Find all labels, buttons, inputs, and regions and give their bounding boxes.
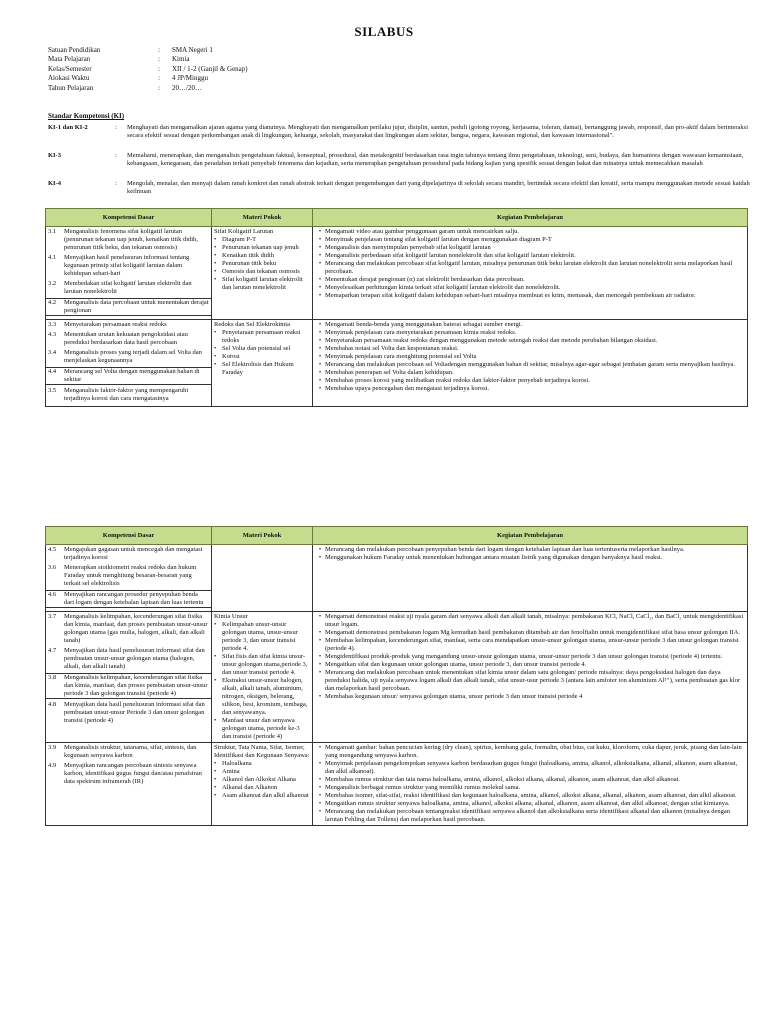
colon: :: [158, 55, 160, 64]
mp-item: [214, 244, 310, 252]
bullet-icon: •: [214, 276, 217, 283]
mp-text: Alkanal dan Alkanon: [222, 784, 278, 791]
materi-pokok-cell: [212, 743, 313, 826]
mp-text: Penurunan titik beku: [222, 260, 277, 267]
kp-text: Membahas rumus struktur dan tata nama haloalkana, amina, alkanol, alkoksi alkana, alkanal, alkanon, asam alkanoat, dan alkil alkanoat.: [325, 776, 681, 783]
kp-text: Mengamati demonstrasi reaksi uji nyala garam dari senyawa alkali dan alkali tanah, misalnya: pembakaran KCl, NaCl, CaCl₂, dan BaCl₂ untuk mengidentifikasi unsur logam.: [325, 613, 744, 628]
kd-number: 3.3: [48, 321, 57, 328]
ki-key: KI-1 dan KI-2: [48, 124, 88, 131]
kp-item: [315, 276, 745, 284]
mp-text: Asam alkanoat dan alkil alkanoat: [222, 792, 309, 799]
kd-text: Menyajikan data hasil penelusuran informasi sifat dan pembuatan unsur-unsur Periode 3 dan unsur golongan transisi (periode 4): [64, 701, 205, 724]
mp-item: [214, 717, 310, 741]
bullet-icon: •: [214, 717, 217, 724]
mp-item: [214, 677, 310, 717]
kegiatan-cell: [313, 545, 748, 612]
mp-item: [214, 361, 310, 377]
kd-text: Membedakan sifat koligatif larutan elektrolit dan larutan nonelektrolit: [64, 280, 192, 295]
mp-text: Penurunan tekanan uap jenuh: [222, 244, 299, 251]
header-kompetensi-dasar: Kompetensi Dasar: [46, 209, 212, 227]
header-materi-pokok: Materi Pokok: [212, 209, 313, 227]
mp-text: Sel Elektrolisis dan Hukum Faraday: [222, 361, 294, 376]
mp-item: [214, 260, 310, 268]
mp-text: Sifat fisis dan sifat kimia unsur-unsur golongan utama,periode 3, dan unsur transisi periode 4.: [222, 653, 308, 676]
standar-kompetensi-heading: Standar Kompetensi (KI): [48, 112, 125, 120]
kd-text: Menganalisis fenomena sifat koligatif larutan (penurunan tekanan uap jenuh, kenaikan titik didih, penurunan titik beku, dan tekanan osmosis): [64, 228, 198, 251]
kompetensi-dasar-cell: [46, 545, 212, 612]
bullet-icon: •: [214, 621, 217, 628]
kd-item: [46, 298, 211, 316]
identity-key: Tahun Pelajaran: [48, 83, 94, 92]
bullet-icon: •: [214, 653, 217, 660]
table-row: [46, 320, 748, 407]
ki-key: KI-4: [48, 180, 61, 187]
identity-value: Kimia: [172, 55, 190, 64]
kp-item: [315, 284, 745, 292]
bullet-icon: •: [214, 345, 217, 352]
kd-item: [48, 647, 209, 671]
kp-item: [315, 252, 745, 260]
kd-item: [46, 673, 211, 699]
bullet-icon: •: [214, 353, 217, 360]
kp-text: Menyimak penjelasan tentang sifat koligatif larutan dengan menggunakan diagram P-T: [325, 236, 552, 243]
mp-item: [214, 268, 310, 276]
bullet-icon: •: [318, 337, 322, 344]
kd-text: Mengajukan gagasan untuk mencegah dan mengatasi terjadinya korosi: [64, 546, 203, 561]
mp-item: [214, 329, 310, 345]
kd-number: 4.8: [48, 701, 57, 708]
kd-text: Menyetarakan persamaan reaksi redoks: [64, 321, 167, 328]
kp-item: [315, 228, 745, 236]
identity-key: Alokasi Waktu: [48, 74, 90, 83]
bullet-icon: •: [318, 776, 322, 783]
kp-item: [315, 345, 745, 353]
bullet-icon: •: [318, 292, 322, 299]
identity-key: Mata Pelajaran: [48, 55, 91, 64]
page-title: SILABUS: [354, 24, 414, 39]
bullet-icon: •: [318, 260, 322, 267]
bullet-icon: •: [318, 669, 322, 676]
mp-item: [214, 792, 310, 800]
kp-text: Mengamati benda-benda yang menggunakan baterai sebagai sumber energi.: [325, 321, 523, 328]
mp-item: [214, 653, 310, 677]
bullet-icon: •: [214, 677, 217, 684]
kd-item: [48, 701, 209, 725]
table-row: [46, 545, 748, 612]
colon: :: [158, 46, 160, 54]
kd-number: 4.1: [48, 254, 57, 261]
kp-text: Mengaitkan sifat dan kegunaan unsur golongan utama, unsur periode 3, dan unsur transisi periode 4.: [325, 661, 587, 668]
kp-text: Membahas isomer, sifat-sifat, reaksi identifikasi dan kegunaan haloalkana, amina, alkanol, alkoksi alkana, alkanal, alkanon, asam alkanoat, dan alkil alkanoat.: [325, 792, 737, 799]
kp-text: Membahas proses korosi yang melibatkan reaksi redoks dan faktor-faktor penyebab terjadinya korosi.: [325, 377, 590, 384]
kd-item: [48, 613, 209, 645]
kp-text: Menyelesaikan perhitungan kimia terkait sifat koligatif larutan elektrolit dan nonelektrolit.: [325, 284, 561, 291]
kd-number: 4.5: [48, 546, 57, 553]
kp-text: Merancang dan melakukan percobaan sifat koligatif larutan, misalnya penurunan titik beku larutan elektrolit dan larutan nonelektrolit serta melaporkan hasil percobaan.: [325, 260, 733, 275]
kp-text: Merancang dan melakukan percobaan untuk menentukan sifat kimia unsur dalam satu golongan/ periode misalnya: daya pengoksidasi halogen dan daya pereduksi halida, uji nyala senyawa logam alkali dan alkali tanah, sifat unsur-usur periode 3 (antara lain amfoter ion aluminium Al³⁺), serta pembuatan gas klor dan melaporkan hasil percobaan.: [325, 669, 740, 692]
kp-text: Menganalisis berbagai rumus struktur yang memiliki rumus molekul sama.: [325, 784, 521, 791]
materi-pokok-cell: [212, 320, 313, 407]
kd-text: Menganalisis proses yang terjadi dalam sel Volta dan menjelaskan kegunaannya: [64, 349, 202, 364]
kp-text: Memaparkan terapan sifat koligatif dalam kehidupan sehari-hari misalnya membuat es krim, memasak, dan mencegah pembekuan air radiator.: [325, 292, 696, 299]
bullet-icon: •: [318, 760, 322, 767]
ki-row-1: KI-1 dan KI-2 : Menghayati dan mengamalkan ajaran agama yang dianutnya. Menghayati dan mengamalkan perilaku jujur, disiplin, santun, peduli (gotong royong, kerjasama, toleran, damai), bertanggung jawab, responsif, dan pro-aktif dalam berinteraksi secara efektif sesuai dengan perkembangan anak di lingkungan, keluarga, sekolah, masyarakat dan lingkungan alam sekitar, bangsa, negara, kawasan regional, dan kawasan internasional".: [48, 124, 753, 140]
table-row: [46, 743, 748, 826]
kp-item: [315, 661, 745, 669]
bullet-icon: •: [214, 260, 217, 267]
ki-row-2: KI-3 : Memahami, menerapkan, dan menganalisis pengetahuan faktual, konseptual, prosedural, dan metakognitif berdasarkan rasa ingin tahunya tentang ilmu pengetahuan, teknologi, seni, budaya, dan humaniora dengan wawasan kemanusiaan, kebangsaan, kenegaraan, dan peradaban terkait penyebab fenomena dan kejadian, serta menerapkan pengetahuan prosedural pada bidang kajian yang spesifik sesuai dengan bakat dan minatnya untuk memecahkan masalah: [48, 152, 753, 168]
ki-value: Mengolah, menalar, dan menyaji dalam ranah konkret dan ranah abstrak terkait dengan pengembangan dari yang dipelajarinya di sekolah secara mandiri, bertindak secara efektif dan kreatif, serta mampu menggunakan metode sesuai kaidah keilmuan: [127, 180, 750, 196]
mp-item: [214, 768, 310, 776]
mp-text: Osmosis dan tekanan osmosis: [222, 268, 300, 275]
mp-text: Alkanol dan Alkoksi Alkana: [222, 776, 296, 783]
kd-text: Menyajikan data hasil penelusuran informasi sifat dan pembuatan unsur-unsur golongan utama (halogen, alkali, dan alkali tanah): [64, 647, 205, 670]
kp-item: [315, 669, 745, 693]
mp-text: Diagram P-T: [222, 236, 257, 243]
bullet-icon: •: [214, 244, 217, 251]
kp-item: [315, 760, 745, 776]
kp-text: Membahas kegunaan unsur/ senyawa golongan utama, unsur periode 3 dan unsur transisi periode 4: [325, 693, 583, 700]
bullet-icon: •: [318, 361, 322, 368]
kd-item: [48, 228, 209, 252]
bullet-icon: •: [318, 629, 322, 636]
kp-text: Menganalisis dan menyimpulan penyebab sifat koligatif larutan: [325, 244, 491, 251]
colon: :: [158, 83, 160, 92]
materi-pokok-cell: [212, 227, 313, 320]
kd-number: 3.2: [48, 280, 57, 287]
kd-number: 4.2: [48, 299, 57, 306]
kd-number: 4.7: [48, 647, 57, 654]
kd-text: Menganalisis kelimpahan, kecenderungan sifat fisika dan kimia, manfaat, dan proses pembuatan unsur-unsur periode 3 dan golongan transisi (periode 4): [64, 674, 208, 697]
kp-text: Mengamati gambar: bahan pencucian kering (dry clean), spirtus, kembang gula, formalin, obat bius, cat kuku, kloroform, cuka dapur, jeruk, pisang dan lain-lain yang mengandung senyawa karbon.: [325, 744, 742, 759]
kp-item: [315, 353, 745, 361]
kp-item: [315, 385, 745, 393]
kd-item: [48, 349, 209, 365]
kd-text: Menganalisis data percobaan untuk menentukan derajat pengionan: [64, 299, 209, 314]
bullet-icon: •: [318, 693, 322, 700]
bullet-icon: •: [318, 236, 322, 243]
bullet-icon: •: [214, 236, 217, 243]
bullet-icon: •: [214, 329, 217, 336]
kp-text: Menyimak penjelasan cara menghitung potensial sel Volta: [325, 353, 477, 360]
kd-item: [48, 564, 209, 588]
header-kegiatan-pembelajaran: Kegiatan Pembelajaran: [313, 209, 748, 227]
mp-item: [214, 784, 310, 792]
colon: :: [158, 74, 160, 83]
mp-heading: Sifat Koligatif Larutan: [214, 228, 274, 235]
identity-value: XII / 1-2 (Ganjil & Genap): [172, 64, 248, 73]
kp-item: [315, 784, 745, 792]
kp-text: Menyetarakan persamaan reaksi redoks dengan menggunakan metode setengah reaksi dan metode perubahan bilangan oksidasi.: [325, 337, 658, 344]
kompetensi-dasar-cell: [46, 743, 212, 826]
bullet-icon: •: [214, 776, 217, 783]
table-row: [46, 612, 748, 743]
kd-text: Menganalisis kelimpahan, kecenderungan sifat fisika dan kimia, manfaat, dan proses pembuatan unsur-unsur golongan utama (gas mulia, halogen, alkali, dan alkali tanah): [64, 613, 208, 644]
mp-heading: Redoks dan Sel Elektrokimia: [214, 321, 291, 328]
kp-item: [315, 637, 745, 653]
kp-text: Membahas notasi sel Volta dan kespontanan reaksi.: [325, 345, 459, 352]
bullet-icon: •: [214, 252, 217, 259]
kp-item: [315, 329, 745, 337]
mp-heading: Kimia Unsur: [214, 613, 248, 620]
bullet-icon: •: [214, 361, 217, 368]
identity-row: [48, 46, 248, 55]
kd-item: [46, 367, 211, 385]
kp-text: Mengidentifikasi produk-produk yang mengandung unsur-unsur golongan utama, unsur-unsur periode 3 dan unsur golongan transisi (periode 4) tertentu.: [325, 653, 723, 660]
kd-number: 3.5: [48, 387, 57, 394]
kp-text: Mengamati video atau gambar penggunaan garam untuk mencairkan salju.: [325, 228, 520, 235]
kp-item: [315, 776, 745, 784]
bullet-icon: •: [318, 744, 322, 751]
identity-key: Kelas/Semester: [48, 64, 92, 73]
bullet-icon: •: [318, 276, 322, 283]
bullet-icon: •: [318, 784, 322, 791]
silabus-table-1: [45, 208, 748, 407]
header-materi-pokok: Materi Pokok: [212, 527, 313, 545]
kd-item: [48, 254, 209, 278]
mp-item: [214, 252, 310, 260]
bullet-icon: •: [318, 792, 322, 799]
kp-text: Membahas penerapan sel Volta dalam kehidupan.: [325, 369, 454, 376]
mp-item: [214, 276, 310, 292]
kd-text: Menyajikan hasil penelusuran informasi tentang kegunaan prinsip sifat koligatif larutan dalam kehidupan sehari-hari: [64, 254, 190, 277]
kd-text: Menyajikan rancangan prosedur penyepuhan benda dari logam dengan ketebalan lapisan dan luas tertentu: [64, 591, 204, 606]
bullet-icon: •: [318, 377, 322, 384]
kp-text: Mengamati demonstrasi pembakaran logam Mg kemudian hasil pembakaran ditambah air dan fenolftalin untuk mengidentifikasi sifat basa unsur golongan IIA.: [325, 629, 740, 636]
bullet-icon: •: [318, 800, 322, 807]
kp-text: Menyimak penjelasan pengelompokan senyawa karbon berdasarkan gugus fungsi (haloalkana, amina, alkanol, alkoksialkana, alkanal, alkanon, asam alkanoat, dan alkil alkanoat).: [325, 760, 738, 775]
mp-heading: Struktur, Tata Nama, Sifat, Isomer, Identifikasi dan Kegunaan Senyawa:: [214, 744, 310, 759]
kp-text: Mengaitkan rumus struktur senyawa haloalkana, amina, alkanol, alkoksi alkana, alkanal, alkanon, asam alkanoat, dan alkil alkanoat, dengan sifat kimianya.: [325, 800, 730, 807]
kd-number: 3.1: [48, 228, 57, 235]
kp-item: [315, 808, 745, 824]
kp-item: [315, 377, 745, 385]
kompetensi-dasar-cell: [46, 320, 212, 407]
kp-item: [315, 792, 745, 800]
mp-text: Amina: [222, 768, 240, 775]
kd-number: 4.4: [48, 368, 57, 375]
kd-item: [48, 280, 209, 296]
kd-text: Menyajikan rancangan percobaan sintesis senyawa karbon, identifikasi gugus fungsi dan/atau penafsiran data spektrum inframerah (IR): [64, 762, 202, 785]
bullet-icon: •: [318, 385, 322, 392]
bullet-icon: •: [318, 808, 322, 815]
kegiatan-cell: [313, 320, 748, 407]
kompetensi-dasar-cell: [46, 612, 212, 743]
mp-item: [214, 776, 310, 784]
bullet-icon: •: [318, 661, 322, 668]
identity-value: SMA Negeri 1: [172, 46, 213, 54]
kd-text: Menerapkan stoikiometri reaksi redoks dan hukum Faraday untuk menghitung besaran-besaran yang terkait sel elektrolisis: [64, 564, 197, 587]
kd-item: [48, 321, 209, 329]
kegiatan-cell: [313, 743, 748, 826]
materi-pokok-cell: [212, 612, 313, 743]
kp-item: [315, 236, 745, 244]
identity-row: [48, 55, 248, 64]
kp-item: [315, 244, 745, 252]
mp-text: Haloalkana: [222, 760, 252, 767]
kp-text: Menggunakan hukum Faraday untuk menentukan hubungan antara muatan listrik yang digunakan dengan banyaknya hasil reaksi.: [325, 554, 663, 561]
kd-number: 4.9: [48, 762, 57, 769]
bullet-icon: •: [214, 792, 217, 799]
kp-item: [315, 629, 745, 637]
bullet-icon: •: [318, 637, 322, 644]
mp-text: Sifat koligatif larutan elektrolit dan larutan nonelektrolit: [222, 276, 303, 291]
kd-item: [48, 744, 209, 760]
bullet-icon: •: [318, 244, 322, 251]
kd-text: Menganalisis struktur, tatanama, sifat, sintesis, dan kegunaan senyawa karbon: [64, 744, 197, 759]
bullet-icon: •: [214, 268, 217, 275]
kd-number: 3.6: [48, 564, 57, 571]
mp-text: Kelimpahan unsur-unsur golongan utama, unsur-unsur periode 3, dan unsur transisi periode 4.: [222, 621, 298, 652]
kp-text: Menentukan derajat pengionan (α) zat elektrolit berdasarkan data percobaan.: [325, 276, 525, 283]
kd-item: [48, 387, 209, 403]
kd-number: 3.7: [48, 613, 57, 620]
kp-item: [315, 321, 745, 329]
kp-item: [315, 613, 745, 629]
kegiatan-cell: [313, 612, 748, 743]
bullet-icon: •: [318, 554, 322, 561]
bullet-icon: •: [318, 321, 322, 328]
mp-item: [214, 760, 310, 768]
bullet-icon: •: [318, 252, 322, 259]
kd-text: Menganalisis faktor-faktor yang mempengaruhi terjadinya korosi dan cara mengatasinya: [64, 387, 189, 402]
kd-number: 3.9: [48, 744, 57, 751]
bullet-icon: •: [318, 345, 322, 352]
bullet-icon: •: [318, 653, 322, 660]
kd-number: 4.3: [48, 331, 57, 338]
kd-number: 4.6: [48, 591, 57, 598]
bullet-icon: •: [214, 760, 217, 767]
kd-text: Menentukan urutan kekuatan pengoksidasi atau pereduksi berdasarkan data hasil percobaan: [64, 331, 188, 346]
kp-item: [315, 744, 745, 760]
kd-text: Merancang sel Volta dengan menggunakan bahan di sekitar: [64, 368, 200, 383]
kd-item: [46, 590, 211, 608]
mp-text: Ekstraksi unsur-unsur halogen, alkali, alkali tanah, aluminium, nitrogen, oksigen, belerang, silikon, besi, kromium, tembaga, dan senyawanya.: [222, 677, 308, 716]
identity-key: Satuan Pendidikan: [48, 46, 101, 54]
bullet-icon: •: [318, 613, 322, 620]
identity-row: [48, 65, 248, 74]
identity-block: [48, 46, 248, 93]
kp-item: [315, 546, 745, 554]
kp-text: Menyimak penjelasan cara menyetarakan persamaan kimia reaksi redoks.: [325, 329, 517, 336]
kp-text: Menganalisis perbedaaan sifat koligatif larutan nonelektrolit dan sifat koligatif larutan elektrolit.: [325, 252, 576, 259]
bullet-icon: •: [318, 228, 322, 235]
ki-value: Menghayati dan mengamalkan ajaran agama yang dianutnya. Menghayati dan mengamalkan perilaku jujur, disiplin, santun, peduli (gotong royong, kerjasama, toleran, damai), bertanggung jawab, responsif, dan pro-aktif dalam berinteraksi secara efektif sesuai dengan perkembangan anak di lingkungan, keluarga, sekolah, masyarakat dan lingkungan alam sekitar, bangsa, negara, kawasan regional, dan kawasan internasional".: [127, 124, 749, 140]
bullet-icon: •: [318, 546, 322, 553]
kompetensi-dasar-cell: [46, 227, 212, 320]
kp-text: Membahas kelimpahan, kecenderungan sifat, manfaat, serta cara mendapatkan unsur-unsur golongan utama, unsur-unsur periode 3 dan unsur golongan transisi (periode 4).: [325, 637, 739, 652]
mp-text: Sel Volta dan potensial sel: [222, 345, 291, 352]
mp-item: [214, 345, 310, 353]
kp-text: Membahas upaya pencegahan dan mengatasi terjadinya korosi.: [325, 385, 490, 392]
kp-item: [315, 693, 745, 701]
kp-text: Merancang dan melakukan percobaan sel Voltadengan menggunakan bahan di sekitar, misalnya agar-agar sebagai jembatan garam serta menyajikan hasilnya.: [325, 361, 735, 368]
mp-item: [214, 621, 310, 653]
bullet-icon: •: [318, 329, 322, 336]
bullet-icon: •: [318, 284, 322, 291]
colon: :: [158, 64, 160, 73]
kp-text: Merancang dan melakukan percobaan tentangreaksi identifikasi senyawa alkanol dan alkoksialkana serta identifikasi alkanal dan alkanon (misalnya dengan larutan Fehling dan Tollens) dan melaporkan hasil percobaan.: [325, 808, 731, 823]
bullet-icon: •: [214, 768, 217, 775]
identity-row: [48, 84, 248, 93]
kd-item: [48, 546, 209, 562]
kp-text: Merancang dan melakukan percobaan penyepuhan benda dari logam dengan ketebalan lapisan dan luas tertentuserta melaporkan hasilnya.: [325, 546, 685, 553]
kp-item: [315, 554, 745, 562]
materi-pokok-cell: [212, 545, 313, 612]
kd-number: 3.4: [48, 349, 57, 356]
bullet-icon: •: [318, 353, 322, 360]
kp-item: [315, 361, 745, 369]
identity-row: [48, 74, 248, 83]
ki-key: KI-3: [48, 152, 61, 159]
identity-value: 20…/20…: [172, 83, 202, 92]
mp-text: Korosi: [222, 353, 240, 360]
bullet-icon: •: [214, 784, 217, 791]
kp-item: [315, 653, 745, 661]
kp-item: [315, 800, 745, 808]
table-row: [46, 227, 748, 320]
ki-value: Memahami, menerapkan, dan menganalisis pengetahuan faktual, konseptual, prosedural, dan metakognitif berdasarkan rasa ingin tahunya tentang ilmu pengetahuan, teknologi, seni, budaya, dan humaniora dengan wawasan kemanusiaan, kebangsaan, kenegaraan, dan peradaban terkait penyebab fenomena dan kejadian, serta menerapkan pengetahuan prosedural pada bidang kajian yang spesifik sesuai dengan bakat dan minatnya untuk memecahkan masalah: [127, 152, 744, 168]
silabus-table-2: [45, 526, 748, 826]
mp-text: Kenaikan titik didih: [222, 252, 274, 259]
mp-text: Penyetaraan persamaan reaksi redoks: [222, 329, 301, 344]
ki-row-3: KI-4 : Mengolah, menalar, dan menyaji dalam ranah konkret dan ranah abstrak terkait dengan pengembangan dari yang dipelajarinya di sekolah secara mandiri, bertindak secara efektif dan kreatif, serta mampu menggunakan metode sesuai kaidah keilmuan: [48, 180, 753, 196]
kp-item: [315, 260, 745, 276]
kegiatan-cell: [313, 227, 748, 320]
mp-item: [214, 353, 310, 361]
header-kompetensi-dasar: Kompetensi Dasar: [46, 527, 212, 545]
kp-item: [315, 337, 745, 345]
mp-item: [214, 236, 310, 244]
kd-item: [48, 762, 209, 786]
kp-item: [315, 292, 745, 300]
kp-item: [315, 369, 745, 377]
header-kegiatan-pembelajaran: Kegiatan Pembelajaran: [313, 527, 748, 545]
identity-value: 4 JP/Minggu: [172, 74, 208, 83]
kd-number: 3.8: [48, 674, 57, 681]
bullet-icon: •: [318, 369, 322, 376]
mp-text: Manfaat unsur dan senyawa golongan utama, periode ke-3 dan transisi (periode 4): [222, 717, 300, 740]
kd-item: [48, 331, 209, 347]
